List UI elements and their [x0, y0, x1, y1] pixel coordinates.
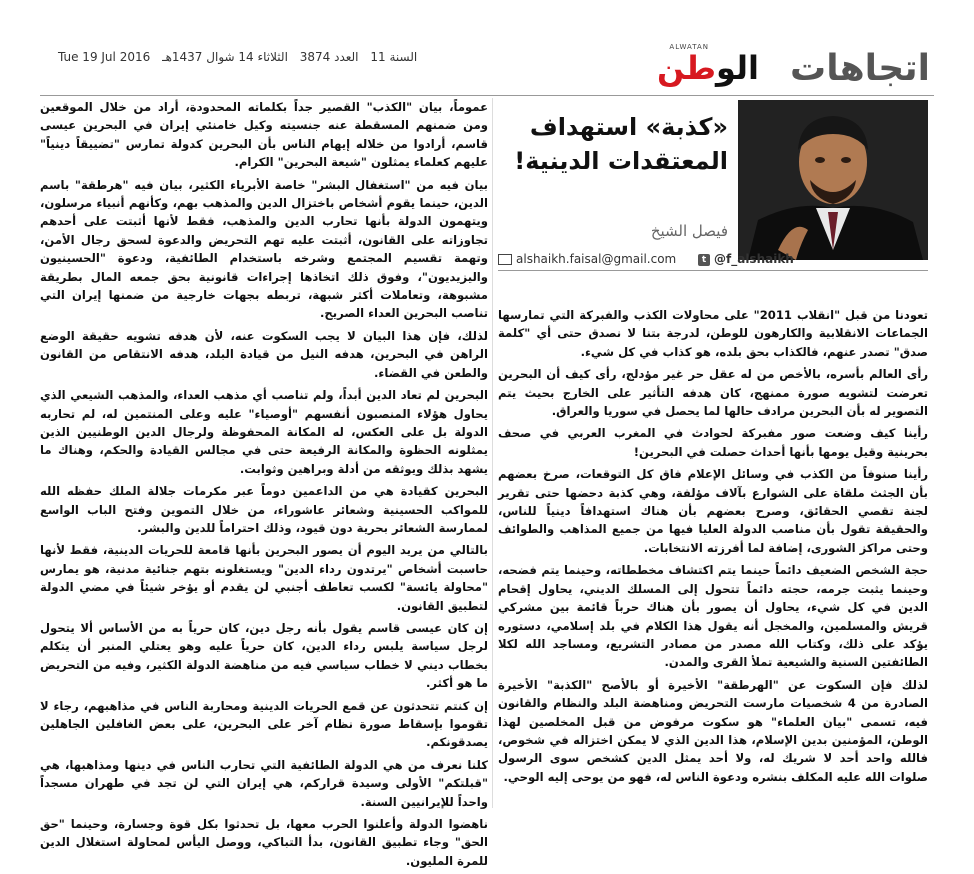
- twitter-icon: t: [698, 254, 710, 266]
- paragraph: تعودنا من قبل "انقلاب 2011" على محاولات الكذب والفبركة التي تمارسها الجماعات الانقلابية والكارهون للوطن، لدرجة بتنا لا نصدق حتى أي "كلمة صدق" تصدر عنهم، فالكذاب بحق بلده، هو كذاب في كل شيء.: [498, 308, 928, 359]
- logo-arabic-black: الو: [715, 49, 759, 87]
- paragraph: حجة الشخص الضعيف دائماً حينما يتم اكتشاف مخططاته، وحينما يتم فضحه، وحينما يثبت جرمه، حجته دائماً تتحول إلى المسلك الديني، يحاول إقحام الدين في كل شيء، يحاول أن يصور بأن هناك حرباً قائمة بين مشركي قريش والمسلمين، والمخجل أنه يقول هذا الكلام في بلد إسلامي، دستوره يؤكد على ذلك، وكتاب الله مصدر من مصادر التشريع، ومساجد الله لكلا الطائفتين السنية والشيعية تملأ القرى والمدن.: [498, 563, 928, 670]
- alwatan-logo: [639, 43, 759, 90]
- paragraph: ناهضوا الدولة وأعلنوا الحرب معها، بل تحدثوا بكل قوة وجسارة، وحينما "حق الحق" وجاء تطبيق القانون، بدأ التباكي، ووصل اليأس لمحاولة استغلال الدين للمرة المليون.: [40, 817, 488, 868]
- article-column-right: [498, 306, 928, 790]
- paragraph: البحرين لم تعاد الدين أبداً، ولم تناصب أي مذهب العداء، والمذهب الشيعي الذي يحاول هؤلاء المنصبون أنفسهم "أوصياء" عليه وعلى المنتمين له، لم تحاربه الدولة بل على العكس، له المكانة المحفوظة ولرجال الدين الوطنيين الذين يمثلونه الحظوة والمكانة الرفيعة حتى في مجالس القيادة والحكم، وهناك ما يشهد بذلك ويوثقه من أدلة وبراهين وثوابت.: [40, 388, 488, 476]
- author-photo: [738, 100, 928, 260]
- issue-date-arabic: الثلاثاء 14 شوال 1437هـ: [162, 50, 288, 64]
- paragraph: رأينا صنوفاً من الكذب في وسائل الإعلام فاق كل التوقعات، صرخ بعضهم بأن الجثث ملقاة على الشوارع بآلاف مؤلفة، وهي كذبة دحضها حتى تقرير لجنة تقصي الحقائق، وصرح بعضهم بأن هناك استهدافاً دينياً للناس، والحقيقة تقول بأن مناصب الدولة العليا فيها من جميع المذاهب والطوائف وحتى مراكز الشورى، إضافة لما أفرزته الانتخابات.: [498, 467, 928, 555]
- paragraph: بيان فيه من "استغفال البشر" خاصة الأبرياء الكثير، بيان فيه "هرطقة" باسم الدين، حينما يقوم أشخاص باختزال الدين والمذهب بهم، وكأنهم أنبياء مرسلون، ويتهمون الدولة بأنها تحارب الدين والمذهب، فقط لأنها أثبتت على أحدهم تجاوزاته على القانون، أثبتت عليه تهم التحريض والدعوة لسحق رجال الأمن، وتهمة تقسيم المجتمع وشرخه باستخدام الطائفية، ودعوة "الحسينيون واليزيديون"، وفوق ذلك اتخاذها إجراءات قانونية بحق جمعه المال بطريقة مشبوهة، وتعاملات أكثر شبهة، تربطه بجهات خارجية من ضمنها إيران التي تناصب البحرين العداء الصريح.: [40, 177, 488, 321]
- column-divider: [492, 98, 493, 808]
- issue-meta: [50, 50, 417, 64]
- paragraph: بالتالي من يريد اليوم أن يصور البحرين بأنها قامعة للحريات الدينية، فقط لأنها حاسبت أشخاص "يرتدون رداء الدين" ويستغلونه بتهم جنائية مدنية، هو يمارس "محاولة يائسة" لكسب تعاطف أجنبي لن يقدم أو يؤخر شيئاً في مضي الدولة لتطبيق القانون.: [40, 543, 488, 613]
- twitter-handle-text: @f_alshaikh: [714, 252, 794, 266]
- paragraph: البحرين كقيادة هي من الداعمين دوماً عبر مكرمات جلالة الملك حفظه الله للمواكب الحسينية وشعائر عاشوراء، من خلال التموين وفتح الباب الواسع لممارسة الشعائر بحرية دون قيود، وذلك احتراماً للدين والبشر.: [40, 484, 488, 535]
- author-name: فيصل الشيخ: [650, 222, 728, 240]
- author-email-text: alshaikh.faisal@gmail.com: [516, 252, 677, 266]
- article-column-left: [40, 98, 488, 874]
- paragraph: إن كنتم تتحدثون عن قمع الحريات الدينية ومحاربة الناس في مذاهبهم، رجاء لا تقوموا بإسقاط صورة نظام آخر على البحرين، على بعض الغافلين الجاهلين يصدقونكم.: [40, 698, 488, 750]
- issue-number: العدد 3874: [299, 50, 359, 64]
- paragraph: عموماً، بيان "الكذب" القصير جداً بكلماته المحدودة، أراد من خلال الموقعين ومن ضمنهم المسقطة عنه جنسيته وكيل خامنئي إيران في البحرين عيسى قاسم، أرادوا من خلاله إيهام الناس بأن البحرين كدولة تمارس "تضييقاً دينياً" عليهم كعلماء يمثلون "شيعة البحرين" الكرام.: [40, 100, 488, 170]
- logo-english: ALWATAN: [669, 43, 709, 51]
- paragraph: رأينا كيف وضعت صور مفبركة لحوادث في المغرب العربي في صحف بحرينية وقيل يومها بأنها أحداث حصلت في البحرين!: [498, 426, 928, 459]
- logo-arabic-red: طن: [657, 49, 716, 87]
- section-title: اتجاهات: [790, 48, 930, 89]
- header-divider: [40, 95, 934, 96]
- envelope-icon: [498, 254, 512, 265]
- author-contact: [498, 252, 928, 271]
- page-header: [40, 40, 934, 95]
- logo-arabic: [657, 49, 759, 87]
- paragraph: كلنا نعرف من هي الدولة الطائفية التي تحارب الناس في دينها ومذاهبها، هي "قبلتكم" الأولى وسيدة قراركم، هي إيران التي لن تجد في طهران مسجداً واحداً للإيرانيين السنة.: [40, 757, 488, 809]
- issue-year: السنة 11: [370, 50, 418, 64]
- paragraph: رأى العالم بأسره، بالأخص من له عقل حر غير مؤدلج، رأى كيف أن البحرين تعرضت لتشويه صورة ممنهج، كان هدفه التأثير على الخارج بحيث يتم التصوير له بأن البحرين مرادف حالها لما يحصل في سوريا والعراق.: [498, 367, 928, 419]
- twitter-handle[interactable]: [698, 252, 794, 266]
- article-headline: «كذبة» استهداف المعتقدات الدينية!: [514, 113, 728, 175]
- paragraph: لذلك فإن السكوت عن "الهرطقة" الأخيرة أو بالأصح "الكذبة" الأخيرة الصادرة من 4 شخصيات مارست التحريض ومناهضة البلد والنظام والقانون فيه، تسمى "بيان العلماء" هو سكوت مرفوض من قبل المخلصين لهذا الوطن، المؤمنين بدين الإسلام، هذا الدين الذي لا يمكن اختزاله في شخوص، فالله واحد أحد لا شريك له، ولا أحد يمثل الدين كشخص سوى الرسول صلوات الله عليه المكلف بنشره ودعوة الناس له، فهو من يوحى إليه الوحي.: [498, 677, 928, 784]
- paragraph: لذلك، فإن هذا البيان لا يجب السكوت عنه، لأن هدفه تشويه حقيقة الوضع الراهن في البحرين، هدفه النيل من قيادة البلد، هدفه الانتقاص من القانون والطعن في القضاء.: [40, 328, 488, 380]
- author-email[interactable]: [498, 252, 676, 266]
- issue-date-english: Tue 19 Jul 2016: [58, 50, 151, 64]
- paragraph: إن كان عيسى قاسم يقول بأنه رجل دين، كان حرياً به من الأساس ألا يتحول لرجل سياسة يلبس رداء الدين، كان حرياً عليه وهو يعتلي المنبر أن يتكلم بخطاب ديني لا خطاب سياسي فيه من مناهضة الدولة الكثير، وفيه من التحريض ما هو أكثر.: [40, 620, 488, 691]
